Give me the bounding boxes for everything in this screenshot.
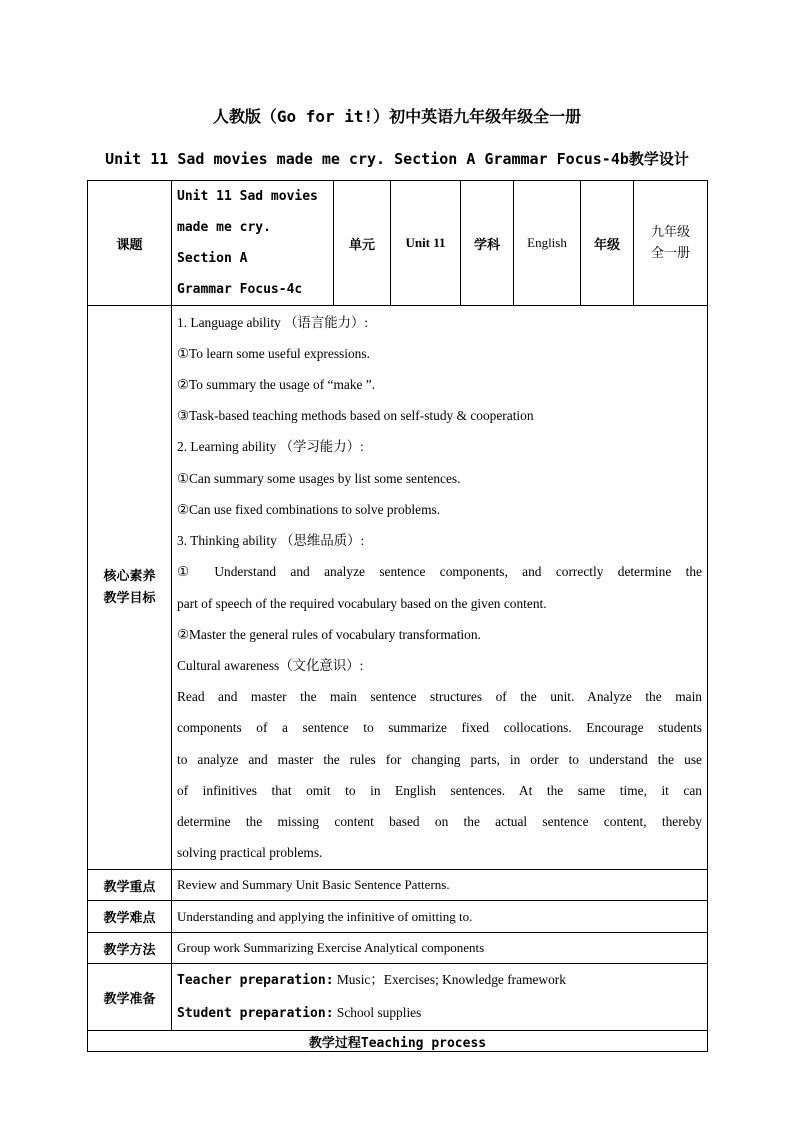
- grade-line: 九年级: [650, 225, 690, 240]
- objective-line: part of speech of the required vocabulary based on the given content.: [177, 595, 547, 611]
- objective-line: 2. Learning ability （学习能力）:: [177, 439, 364, 455]
- grade-value: [634, 181, 708, 306]
- preparation-content: [172, 964, 708, 1031]
- methods-text: Group work Summarizing Exercise Analytical components: [172, 933, 708, 964]
- preparation-label: 教学准备: [88, 964, 172, 1031]
- difficulties-text: Understanding and applying the infinitive of omitting to.: [172, 901, 708, 933]
- header-row: [88, 181, 708, 306]
- topic-line: made me cry. Section A: [177, 220, 271, 266]
- objectives-label: [88, 306, 172, 870]
- topic-line: Grammar Focus-4c: [177, 282, 303, 297]
- document-title: 人教版（Go for it!）初中英语九年级年级全一册: [212, 107, 582, 126]
- document-subtitle: Unit 11 Sad movies made me cry. Section A Grammar Focus-4b教学设计: [105, 150, 689, 168]
- objective-line: solving practical problems.: [177, 845, 323, 861]
- preparation-row: [88, 964, 708, 1031]
- objective-line: to analyze and master the rules for changing parts, in order to understand the use: [177, 751, 702, 767]
- objectives-label-line: 教学目标: [103, 590, 156, 606]
- methods-label: 教学方法: [88, 933, 172, 964]
- topic-value: [172, 181, 334, 306]
- unit-value: Unit 11: [391, 181, 461, 306]
- objective-line: ②To summary the usage of “make ”.: [177, 377, 376, 393]
- key-points-label: 教学重点: [88, 870, 172, 901]
- objectives-row: [88, 306, 708, 870]
- objective-line: components of a sentence to summarize fixed collocations. Encourage students: [177, 720, 702, 736]
- grade-label: 年级: [581, 181, 634, 306]
- teacher-preparation-text: Music；Exercises; Knowledge framework: [333, 972, 566, 987]
- objectives-label-line: 核心素养: [103, 568, 156, 584]
- difficulties-label: 教学难点: [88, 901, 172, 933]
- objective-line: ①Can summary some usages by list some sentences.: [177, 470, 461, 486]
- grade-line: 全一册: [650, 246, 690, 261]
- student-preparation-text: School supplies: [333, 1005, 422, 1020]
- teacher-preparation: [177, 964, 702, 997]
- methods-row: [88, 933, 708, 964]
- lesson-plan-table: [87, 180, 708, 1052]
- unit-label: 单元: [334, 181, 391, 306]
- topic-label: 课题: [88, 181, 172, 306]
- objective-line: ①To learn some useful expressions.: [177, 345, 370, 361]
- objective-line: ②Can use fixed combinations to solve problems.: [177, 501, 441, 517]
- objective-line: of infinitives that omit to in English sentences. At the same time, it can: [177, 782, 702, 798]
- student-preparation: [177, 997, 702, 1030]
- objective-line: determine the missing content based on the actual sentence content, thereby: [177, 813, 702, 829]
- objective-line: Read and master the main sentence structures of the unit. Analyze the main: [177, 689, 702, 705]
- objectives-content: [172, 306, 708, 870]
- objective-line: 3. Thinking ability （思维品质）:: [177, 533, 365, 549]
- objective-line: 1. Language ability （语言能力）:: [177, 314, 369, 330]
- objective-line: ③Task-based teaching methods based on self-study & cooperation: [177, 408, 534, 424]
- subject-label: 学科: [461, 181, 514, 306]
- process-row: [88, 1031, 708, 1052]
- teacher-preparation-label: Teacher preparation:: [177, 973, 334, 988]
- subject-value: English: [514, 181, 581, 306]
- objective-line: ②Master the general rules of vocabulary transformation.: [177, 626, 481, 642]
- difficulties-row: [88, 901, 708, 933]
- topic-line: Unit 11 Sad movies: [177, 189, 318, 204]
- key-points-text: Review and Summary Unit Basic Sentence Patterns.: [172, 870, 708, 901]
- objective-line: Cultural awareness（文化意识）:: [177, 657, 364, 673]
- student-preparation-label: Student preparation:: [177, 1006, 334, 1021]
- objective-line: ① Understand and analyze sentence components, and correctly determine the: [177, 564, 702, 580]
- key-points-row: [88, 870, 708, 901]
- teaching-process-title: 教学过程Teaching process: [88, 1031, 708, 1052]
